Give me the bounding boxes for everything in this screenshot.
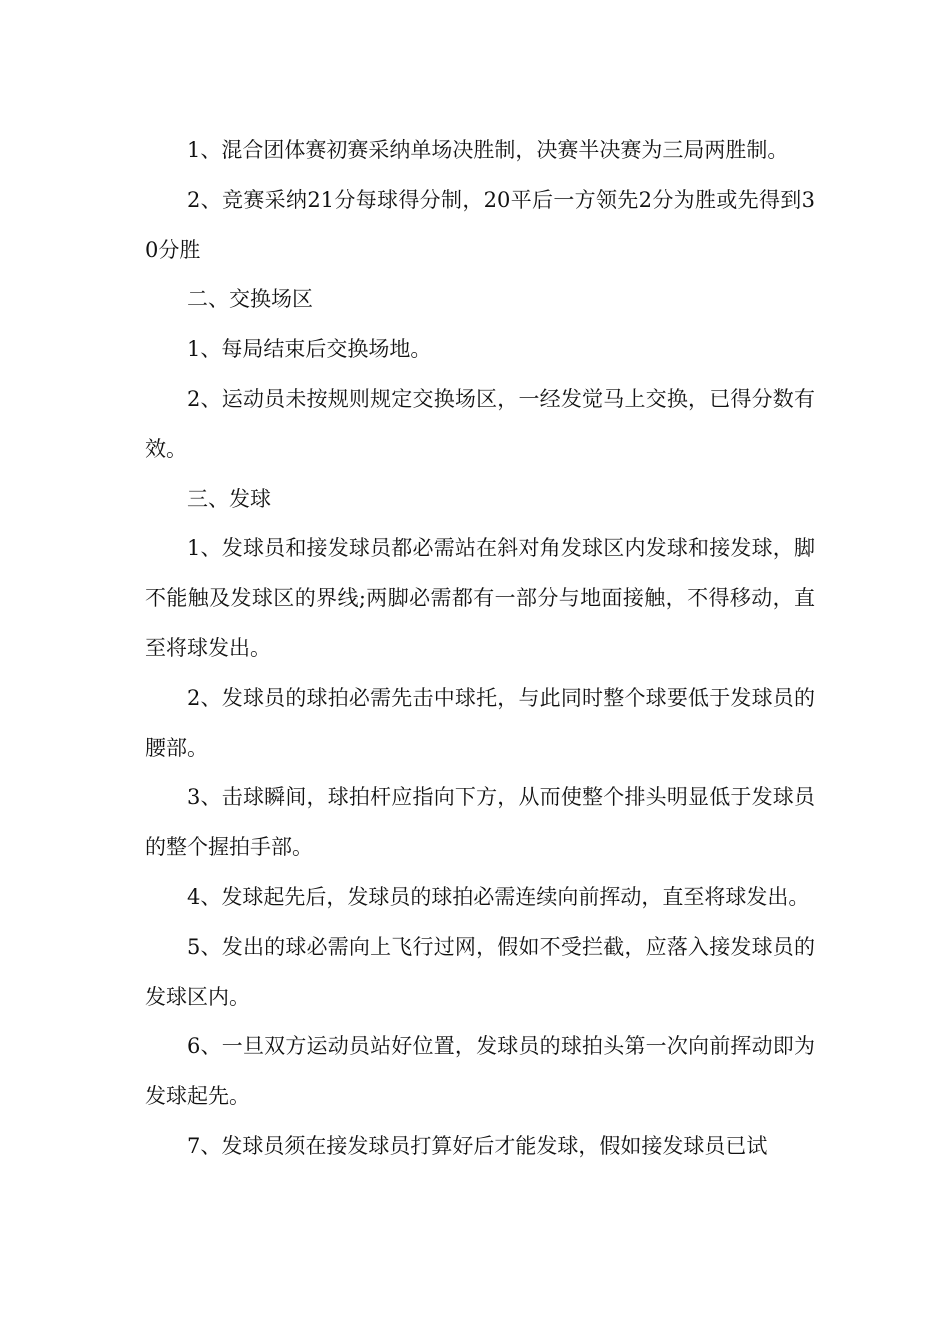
section-heading-change-ends: 二、交换场区: [187, 287, 313, 312]
paragraph-change-ends-rule-1: 1、每局结束后交换场地。: [187, 337, 432, 362]
paragraph-change-ends-rule-2: 2、运动员未按规则规定交换场区，一经发觉马上交换，已得分数有效。: [145, 386, 815, 461]
paragraph-service-rule-3: 3、击球瞬间，球拍杆应指向下方，从而使整个排头明显低于发球员的整个握拍手部。: [145, 785, 815, 860]
paragraph-service-rule-4: 4、发球起先后，发球员的球拍必需连续向前挥动，直至将球发出。: [187, 884, 810, 909]
paragraph-rule-mixed-team-format: 1、混合团体赛初赛采纳单场决胜制，决赛半决赛为三局两胜制。: [187, 138, 789, 162]
paragraph-service-rule-5: 5、发出的球必需向上飞行过网，假如不受拦截，应落入接发球员的发球区内。: [145, 934, 815, 1009]
section-heading-service: 三、发球: [187, 486, 271, 511]
paragraph-rule-scoring-system: 2、竞赛采纳21分每球得分制，20平后一方领先2分为胜或先得到30分胜: [145, 187, 815, 262]
paragraph-service-rule-6: 6、一旦双方运动员站好位置，发球员的球拍头第一次向前挥动即为发球起先。: [145, 1034, 815, 1109]
paragraph-service-rule-7: 7、发球员须在接发球员打算好后才能发球，假如接发球员已试: [187, 1133, 768, 1158]
paragraph-service-rule-2: 2、发球员的球拍必需先击中球托，与此同时整个球要低于发球员的腰部。: [145, 685, 815, 760]
document-body: [145, 126, 815, 1172]
paragraph-service-rule-1: 1、发球员和接发球员都必需站在斜对角发球区内发球和接发球，脚不能触及发球区的界线;两脚必需都有一部分与地面接触，不得移动，直至将球发出。: [145, 536, 815, 660]
